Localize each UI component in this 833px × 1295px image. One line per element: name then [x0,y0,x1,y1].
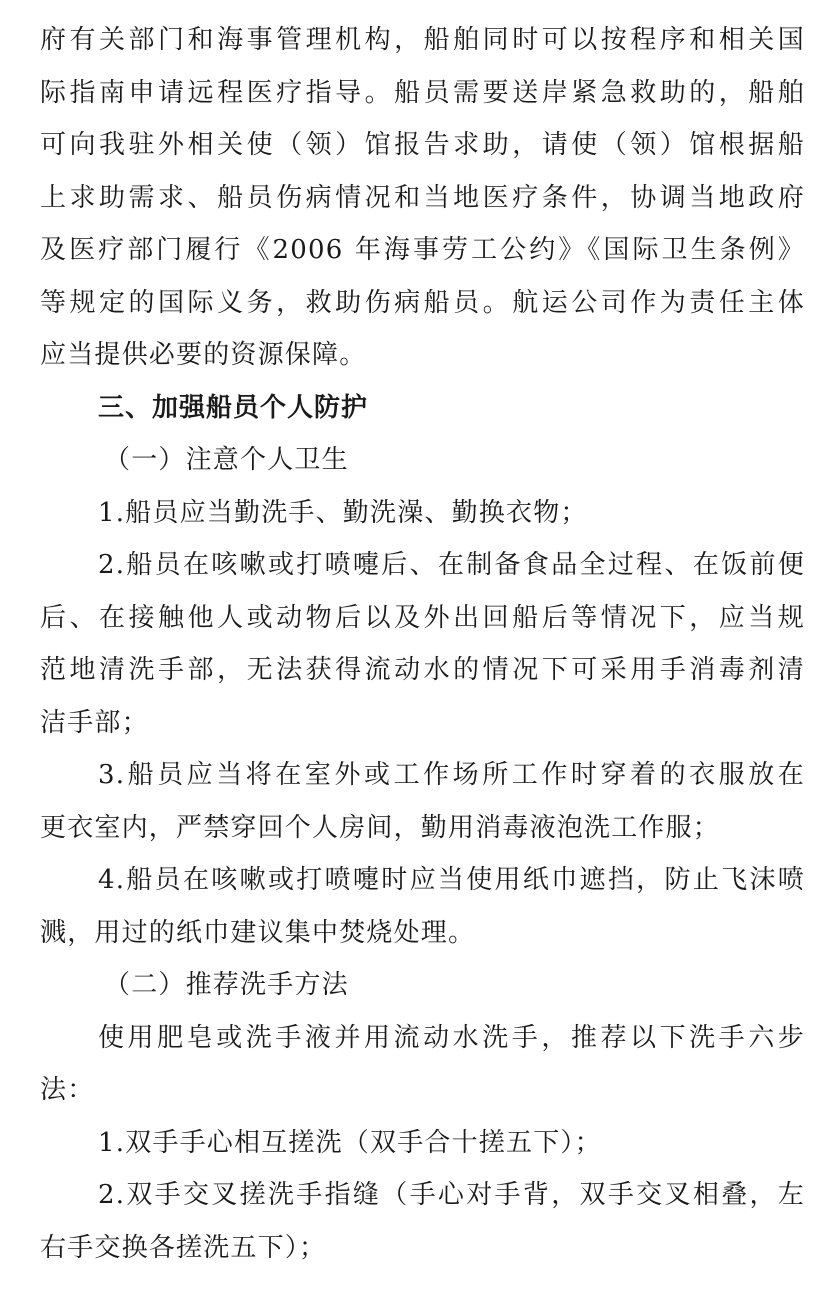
list-item-line: 后、在接触他人或动物后以及外出回船后等情况下，应当规 [40,602,805,633]
paragraph-line: 法： [40,1075,95,1105]
paragraph-line: 际指南申请远程医疗指导。船员需要送岸紧急救助的，船舶 [40,77,805,108]
list-item-line: 2.双手交叉搓洗手指缝（手心对手背，双手交叉相叠，左 [98,1180,805,1210]
list-item-line: 2.船员在咳嗽或打喷嚏后、在制备食品全过程、在饭前便 [98,550,805,580]
list-item-line: 1.双手手心相互搓洗（双手合十搓五下）； [98,1127,602,1158]
paragraph-line: 及医疗部门履行《2006 年海事劳工公约》《国际卫生条例》 [40,235,805,265]
list-item-line: 溅，用过的纸巾建议集中焚烧处理。 [40,917,476,948]
paragraph-line: 应当提供必要的资源保障。 [40,340,367,370]
list-item-line: 3.船员应当将在室外或工作场所工作时穿着的衣服放在 [98,760,805,790]
section-heading: 三、加强船员个人防护 [98,392,369,423]
subsection-heading: （二）推荐洗手方法 [104,970,349,1000]
paragraph-line: 上求助需求、船员伤病情况和当地医疗条件，协调当地政府 [40,182,805,213]
paragraph-line: 可向我驻外相关使（领）馆报告求助，请使（领）馆根据船 [40,130,805,160]
list-item-line: 洁手部； [40,707,149,738]
list-item-line: 4.船员在咳嗽或打喷嚏时应当使用纸巾遮挡，防止飞沫喷 [98,865,805,895]
list-item-line: 范地清洗手部，无法获得流动水的情况下可采用手消毒剂清 [40,655,805,685]
paragraph-line: 等规定的国际义务，救助伤病船员。航运公司作为责任主体 [40,287,805,318]
subsection-heading: （一）注意个人卫生 [104,445,349,475]
list-item-line: 右手交换各搓洗五下）； [40,1232,327,1263]
list-item-line: 1.船员应当勤洗手、勤洗澡、勤换衣物； [98,497,588,528]
list-item-line: 更衣室内，严禁穿回个人房间，勤用消毒液泡洗工作服； [40,812,721,843]
paragraph-line: 府有关部门和海事管理机构，船舶同时可以按程序和相关国 [40,25,805,55]
paragraph-line: 使用肥皂或洗手液并用流动水洗手，推荐以下洗手六步 [98,1022,805,1053]
